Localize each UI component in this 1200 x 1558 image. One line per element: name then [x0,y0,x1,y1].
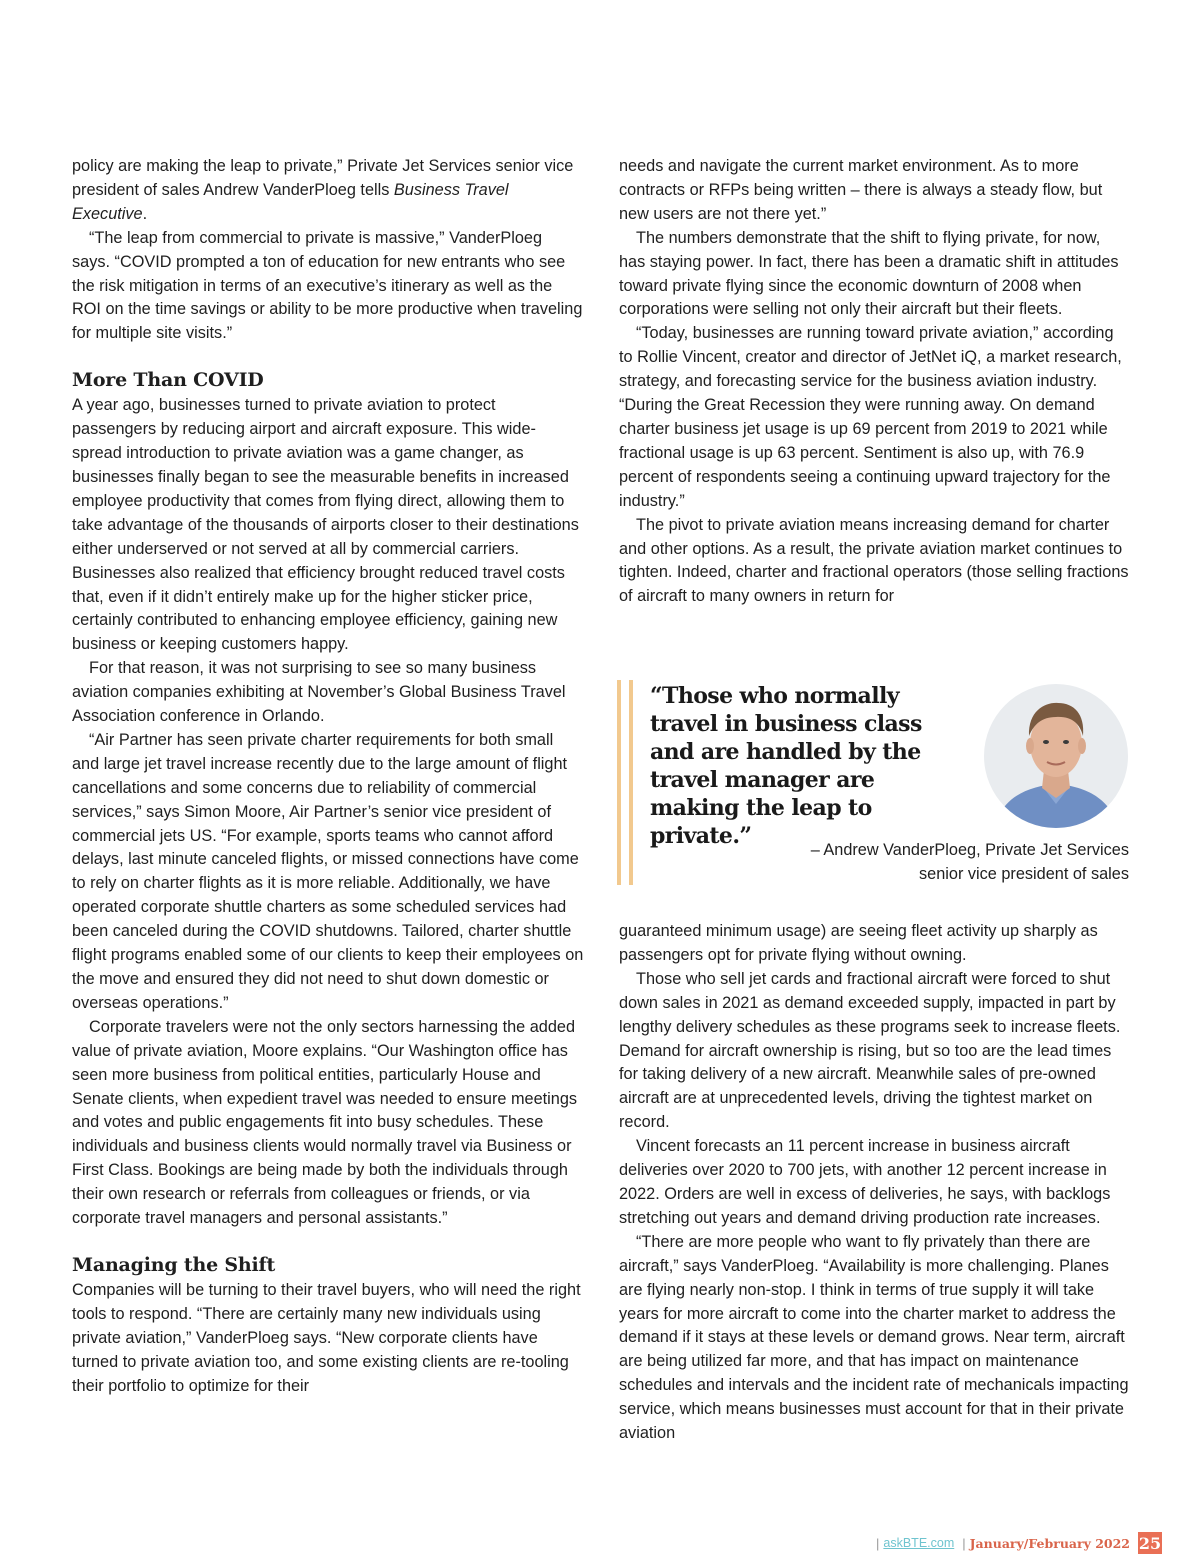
pull-quote [617,680,1129,886]
paragraph: A year ago, businesses turned to private aviation to protect passengers by reducing airport and aircraft exposure. This wide-spread introduction to private aviation was a game changer, as businesses finally began to see the measurable benefits in increased employee productivity that comes from flying direct, allowing them to take advantage of the thousands of airports closer to their destinations either underserved or not served at all by commercial carriers. Businesses also realized that efficiency brought reduced travel costs that, even if it didn’t entirely make up for the higher sticker price, certainly contributed to enhancing employee efficiency, gaining new business or keeping customers happy. [72,396,579,654]
paragraph: Vincent forecasts an 11 percent increase in business aircraft deliveries over 2020 to 700 jets, with another 12 percent increase in 2022. Orders are well in excess of deliveries, he says, with backlogs stretching out years and demand driving production rate increases. [619,1137,1111,1227]
footer-separator: | [876,1535,880,1551]
pull-quote-text: “Those who normally travel in business class and are handled by the travel manager are making the leap to private.” [650,683,922,849]
paragraph: “Today, businesses are running toward private aviation,” according to Rollie Vincent, creator and director of JetNet iQ, a market research, strategy, and forecasting service for the business aviation industry. “During the Great Recession they were running away. On demand charter business jet usage is up 69 percent from 2019 to 2021 while fractional usage is up 63 percent. Sentiment is also up, with 76.9 percent of respondents seeing a continuing upward trajectory for the industry.” [619,324,1122,510]
paragraph: guaranteed minimum usage) are seeing fleet activity up sharply as passengers opt for private flying without owning. [619,922,1098,964]
publication-name: Business Travel Executive [72,180,509,223]
paragraph: needs and navigate the current market environment. As to more contracts or RFPs being written – there is always a steady flow, but new users are not there yet.” [619,157,1103,223]
paragraph: Those who sell jet cards and fractional aircraft were forced to shut down sales in 2021 as demand exceeded supply, impacted in part by lengthy delivery schedules as these programs seek to increase fleets. Demand for aircraft ownership is rising, but so too are the lead times for taking delivery of a new aircraft. Meanwhile sales of pre-owned aircraft are at unprecedented levels, driving the tightest market on record. [619,969,1121,1132]
left-column [72,155,584,1399]
section-heading-more-than-covid: More Than COVID [72,369,264,392]
paragraph: policy are making the leap to private,” Private Jet Services senior vice president of sales Andrew VanderPloeg tells Business Travel Executive. [72,157,574,223]
website-link[interactable]: askBTE.com [883,1536,955,1550]
paragraph: “There are more people who want to fly privately than there are aircraft,” says VanderPloeg. “Availability is more challenging. Planes are flying nearly non-stop. I think in terms of true supply it will take years for more aircraft to come into the charter market to address the demand if it stays at these levels or demand grows. Near term, aircraft are being utilized far more, and that has impact on maintenance schedules and intervals and the incident rate of mechanicals impacting service, which means businesses must account for that in their private aviation [619,1232,1129,1443]
page-footer [876,1530,1162,1556]
pull-quote-accent-bars [617,680,635,885]
paragraph: “Air Partner has seen private charter requirements for both small and large jet travel increase recently due to the large amount of flight cancellations and some concerns due to reliability of commercial services,” says Simon Moore, Air Partner’s senior vice president of commercial jets US. “For example, sports teams who cannot afford delays, last minute canceled flights, or missed connections have come to rely on charter flights as it is more reliable. Additionally, we have operated corporate shuttle charters as some scheduled services had been canceled during the COVID shutdowns. Tailored, charter shuttle flight programs enabled some of our clients to keep their employees on the move and ensured they did not need to shut down domestic or overseas operations.” [72,730,584,1012]
accent-bar [617,680,621,885]
paragraph: Corporate travelers were not the only sectors harnessing the added value of private aviation, Moore explains. “Our Washington office has seen more business from political entities, particularly House and Senate clients, when expedient travel was needed to ensure meetings and votes and public engagements fit into busy schedules. These individuals and business clients would normally travel via Business or First Class. Bookings are being made by both the individuals through their own research or referrals from colleagues or friends, or via corporate travel managers and personal assistants.” [72,1017,578,1228]
pull-quote-attribution: – Andrew VanderPloeg, Private Jet Services senior vice president of sales [810,841,1129,883]
section-heading-managing-the-shift: Managing the Shift [72,1253,276,1276]
paragraph: The numbers demonstrate that the shift to flying private, for now, has staying power. In fact, there has been a dramatic shift in attitudes toward private flying since the economic downturn of 2008 when corporations were selling not only their aircraft but their fleets. [619,228,1119,319]
accent-bar [629,680,633,885]
portrait-photo-icon [984,684,1128,828]
paragraph: Companies will be turning to their travel buyers, who will need the right tools to respond. “There are certainly many new individuals using private aviation,” VanderPloeg says. “New corporate clients have turned to private aviation too, and some existing clients are re-tooling their portfolio to optimize for their [72,1280,581,1395]
author-portrait [984,684,1128,828]
paragraph: The pivot to private aviation means increasing demand for charter and other options. As a result, the private aviation market continues to tighten. Indeed, charter and fractional operators (those selling fractions of aircraft to many owners in return for [619,515,1129,606]
paragraph: “The leap from commercial to private is massive,” VanderPloeg says. “COVID prompted a ton of education for new entrants who see the risk mitigation in terms of an executive’s itinerary as well as the ROI on the time savings or ability to be more productive when traveling for multiple site visits.” [72,228,583,343]
paragraph: For that reason, it was not surprising to see so many business aviation companies exhibiting at November’s Global Business Travel Association conference in Orlando. [72,659,566,726]
issue-date: January/February 2022 [969,1535,1130,1551]
page-number-badge: 25 [1138,1533,1162,1553]
right-column-bottom [619,920,1131,1446]
footer-separator: | [962,1535,966,1551]
right-column-top [619,155,1131,609]
